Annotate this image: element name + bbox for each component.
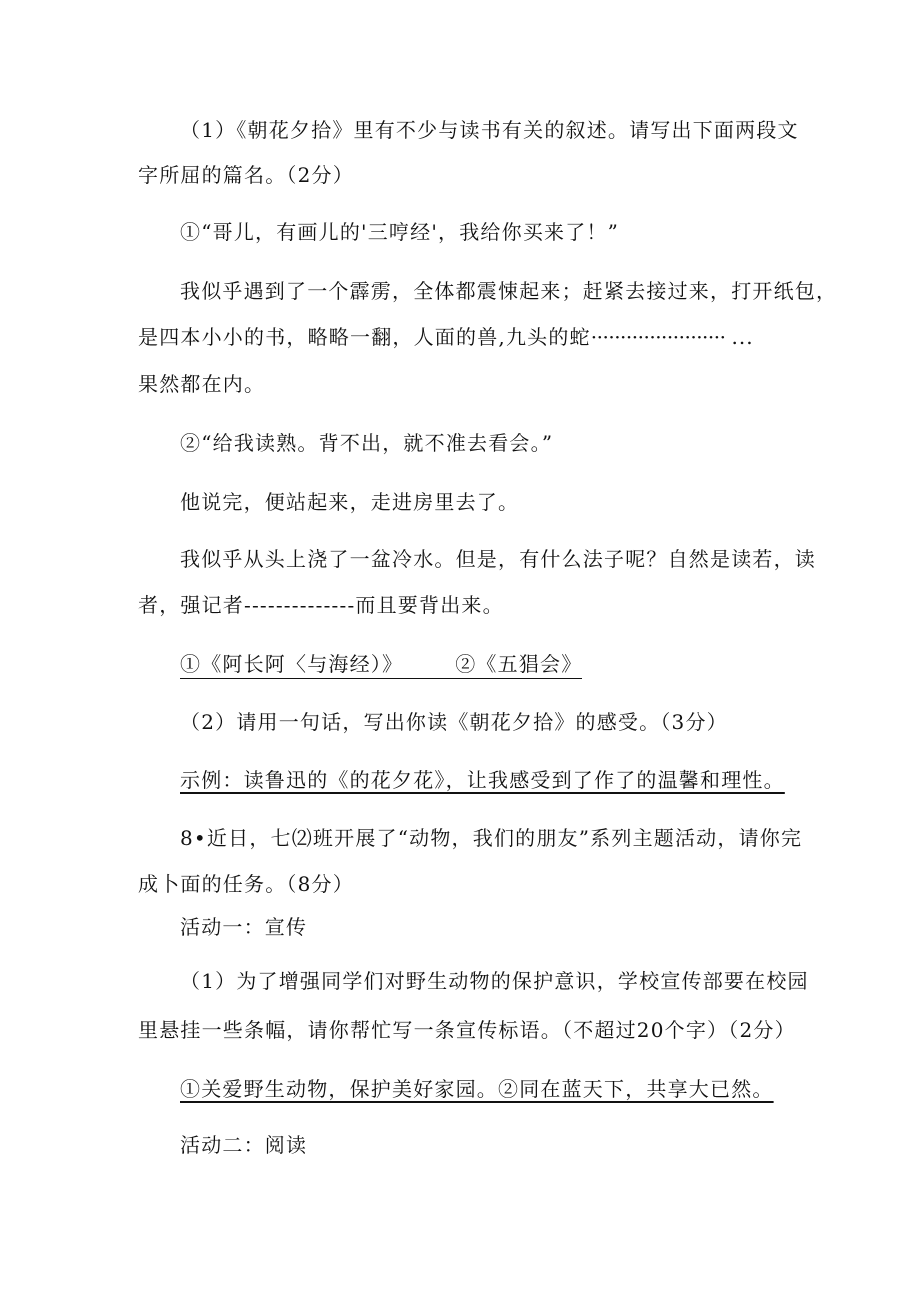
passage1-line1: 我似乎遇到了一个霹雳，全体都震悚起来；赶紧去接过来，打开纸包， — [180, 279, 838, 303]
q7-part1-line2: 字所屈的篇名。（2分） — [138, 163, 354, 187]
activity1-heading: 活动一：宣传 — [180, 915, 308, 939]
passage1-ellipsis: ... — [731, 325, 754, 349]
passage1-leader: ······················· — [590, 325, 726, 349]
answer1-part-b: ②《五猖会》 — [455, 652, 583, 676]
answer1-part-a: ①《阿长阿〈与海经）》 — [180, 652, 404, 676]
q8-part1-line2: 里悬挂一些条幅，请你帮忙写一条宣传标语。（不超过20个字）（2分） — [138, 1018, 796, 1042]
passage1-line2 — [138, 325, 754, 349]
passage1-line2-text: 是四本小小的书，略略一翻，人面的兽,九头的蛇 — [138, 325, 591, 349]
q8-part1-line1: （1）为了增强同学们对野生动物的保护意识，学校宣传部要在校园 — [180, 969, 809, 993]
passage1-line3: 果然都在内。 — [138, 372, 266, 396]
passage2-line1: 他说完，便站起来，走进房里去了。 — [180, 490, 520, 514]
q8-part1-answer: ①关爱野生动物，保护美好家园。②同在蓝天下，共享大已然。 — [180, 1077, 774, 1101]
activity2-heading: 活动二：阅读 — [180, 1133, 308, 1157]
q7-part1-line1: （1）《朝花夕拾》里有不少与读书有关的叙述。请写出下面两段文 — [180, 118, 799, 142]
q8-line1: 8•近日，七⑵班开展了“动物，我们的朋友”系列主题活动，请你完 — [180, 826, 803, 850]
passage2-line3: 者，强记者--------------而且要背出来。 — [138, 593, 504, 617]
answer1-block — [180, 652, 582, 679]
passage2-line2: 我似乎从头上浇了一盆冷水。但是，有什么法子呢？自然是读若，读 — [180, 547, 816, 571]
passage1-quote: ①“哥儿，有画儿的'三哼经'，我给你买来了！” — [180, 220, 620, 244]
passage2-quote: ②“给我读熟。背不出，就不准去看会。” — [180, 431, 554, 455]
q7-part2-question: （2）请用一句话，写出你读《朝花夕拾》的感受。（3分） — [180, 710, 728, 734]
q7-part2-answer: 示例：读鲁迅的《的花夕花》，让我感受到了作了的温馨和理性。 — [180, 768, 785, 792]
answer1-line — [180, 652, 582, 679]
q8-line2: 成卜面的任务。（8分） — [138, 872, 354, 896]
